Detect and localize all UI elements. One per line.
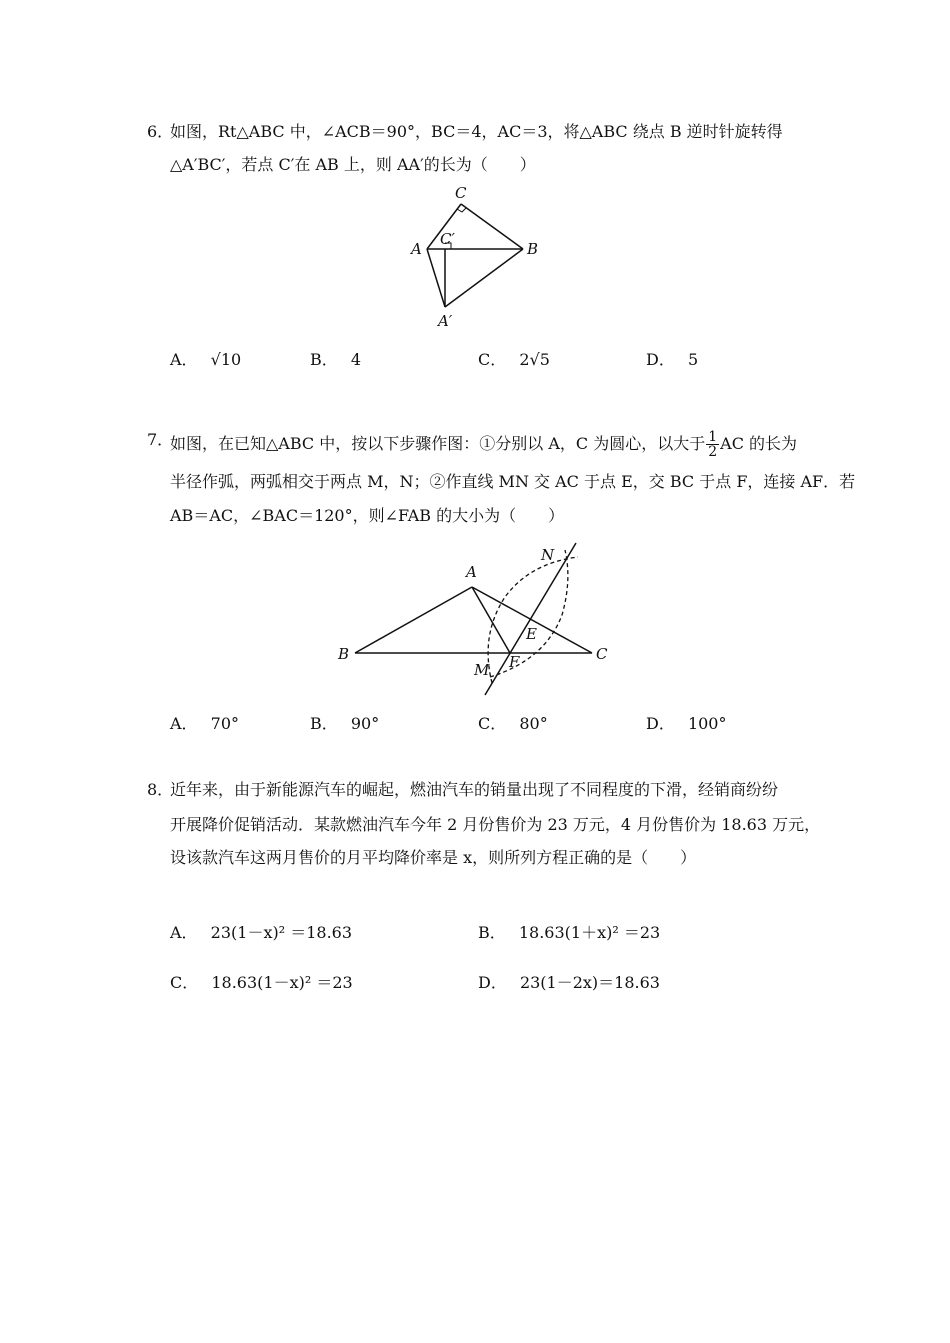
q7-label-B: B [338,645,350,663]
q6-seg-BA1 [445,249,523,307]
q6-figure [400,182,560,332]
q8-stem-line2: 开展降价促销活动．某款燃油汽车今年 2 月份售价为 23 万元，4 月份售价为 18.63 万元， [170,815,821,834]
q6-label-C1: C′ [440,230,455,248]
q8-stem-line1: 近年来，由于新能源汽车的崛起，燃油汽车的销量出现了不同程度的下滑，经销商纷纷 [170,780,779,799]
q7-option-d-text: 100° [687,714,727,733]
q6-option-b[interactable] [310,350,361,370]
q7-label-M: M [474,661,490,679]
q7-option-b-letter: B． [310,714,338,733]
q8-option-c-letter: C． [170,973,199,992]
q6-option-d-letter: D． [646,350,675,369]
q8-option-b-text: 18.63(1＋x)² ＝23 [518,923,661,942]
q7-stem-line3: AB＝AC，∠BAC＝120°，则∠FAB 的大小为（ ） [170,506,565,525]
q7-option-c-text: 80° [519,714,548,733]
q6-option-d-text: 5 [687,350,699,369]
q7-stem-line2: 半径作弧，两弧相交于两点 M，N；②作直线 MN 交 AC 于点 E，交 BC 于点 F，连接 AF．若 [170,472,856,491]
q7-label-C: C [596,645,608,663]
q6-option-a[interactable] [170,350,241,370]
q6-option-a-letter: A． [170,350,198,369]
q7-seg-AC [472,587,592,653]
q7-fraction [706,430,719,459]
q7-option-b[interactable] [310,714,379,734]
q6-label-B: B [527,240,539,258]
q8-option-c-text: 18.63(1－x)² ＝23 [211,973,353,992]
q6-option-b-letter: B． [310,350,338,369]
q6-option-c-letter: C． [478,350,507,369]
q6-option-c-text: 2√5 [519,350,550,369]
q6-number: 6． [147,122,174,141]
q7-label-A: A [466,563,477,581]
q7-stem-line1 [170,430,797,459]
q6-label-A: A [411,240,422,258]
q7-option-d-letter: D． [646,714,675,733]
q7-stem-line1-a: 如图，在已知△ABC 中，按以下步骤作图：①分别以 A，C 为圆心，以大于 [170,434,706,453]
q8-option-d-text: 23(1－2x)＝18.63 [519,973,660,992]
q6-option-c[interactable] [478,350,550,370]
q7-option-c-letter: C． [478,714,507,733]
q7-option-a-text: 70° [210,714,240,733]
q8-option-b[interactable] [478,923,660,943]
q8-option-a-letter: A． [170,923,198,942]
q8-stem-line3: 设该款汽车这两月售价的月平均降价率是 x，则所列方程正确的是（ ） [170,848,697,867]
q7-label-E: E [526,625,537,643]
q8-number: 8． [147,780,174,799]
q8-option-c[interactable] [170,973,353,993]
q6-seg-AA1 [427,249,445,307]
q7-line-MN [485,543,576,695]
q8-option-d-letter: D． [478,973,507,992]
q7-option-a[interactable] [170,714,239,734]
q6-option-b-text: 4 [350,350,362,369]
q7-label-F: F [509,653,520,671]
q7-frac-den: 2 [708,444,718,460]
q8-option-a[interactable] [170,923,352,943]
q6-label-C: C [455,184,467,202]
q7-option-d[interactable] [646,714,726,734]
q7-number: 7． [147,430,174,449]
q7-option-a-letter: A． [170,714,198,733]
q8-option-b-letter: B． [478,923,506,942]
q8-option-d[interactable] [478,973,660,993]
q7-arc-centered-C [490,550,568,677]
q6-option-a-text: √10 [210,350,242,369]
q8-option-a-text: 23(1－x)² ＝18.63 [210,923,353,942]
q7-figure [330,535,630,705]
q7-option-b-text: 90° [350,714,380,733]
q6-stem-line1: 如图，Rt△ABC 中，∠ACB＝90°，BC＝4，AC＝3，将△ABC 绕点 B 逆时针旋转得 [170,122,783,141]
q6-seg-CB [461,204,523,249]
q6-stem-line2: △A′BC′，若点 C′在 AB 上，则 AA′的长为（ ） [170,155,536,174]
q6-label-A1: A′ [438,312,453,330]
q7-option-c[interactable] [478,714,548,734]
q7-frac-num: 1 [708,429,718,445]
q6-option-d[interactable] [646,350,698,370]
q7-seg-BA [355,587,472,653]
q7-stem-line1-b: AC 的长为 [720,434,798,453]
q7-label-N: N [541,546,555,564]
